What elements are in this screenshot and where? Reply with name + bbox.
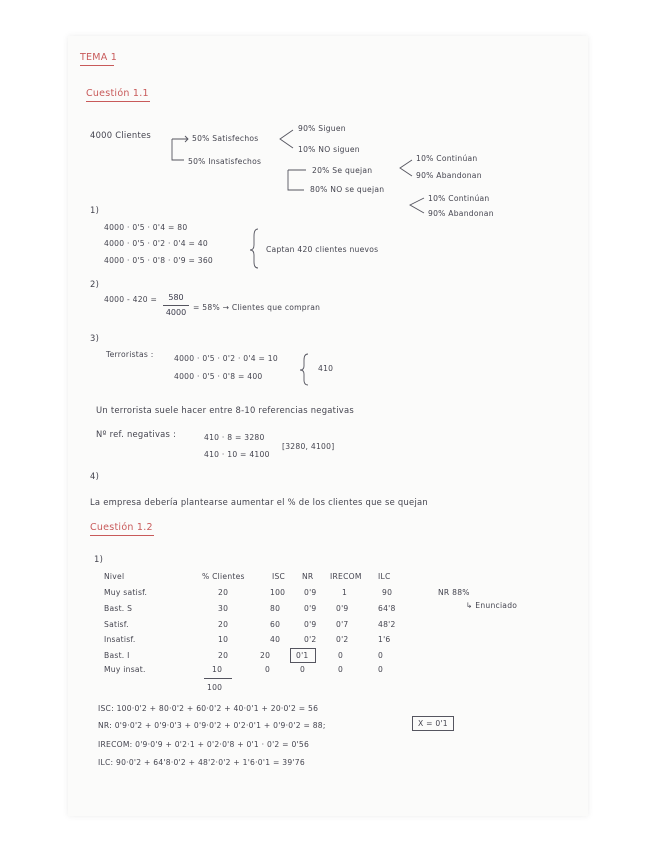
p2-fraction-bar (163, 305, 189, 306)
table-cell: 20 (218, 620, 229, 629)
side-note-2: ↳ Enunciado (466, 601, 518, 610)
table-cell: 0 (300, 665, 306, 674)
table-cell: 48'2 (378, 620, 396, 629)
table-cell: 0 (378, 665, 384, 674)
table-header-nr: NR (302, 572, 314, 581)
side-note: NR 88% (438, 588, 470, 597)
tree-se-quejan: 20% Se quejan (312, 166, 373, 175)
table-cell: 10 (212, 665, 223, 674)
table-cell: 0 (338, 665, 344, 674)
table-header-irecom: IRECOM (330, 572, 362, 581)
table-cell: 1'6 (378, 635, 391, 644)
formula-nr: NR: 0'9·0'2 + 0'9·0'3 + 0'9·0'2 + 0'2·0'1 + 0'9·0'2 = 88; (98, 721, 326, 730)
table-cell: Muy satisf. (104, 588, 148, 597)
table-cell: 20 (218, 588, 229, 597)
table-cell: 0'1 (296, 651, 309, 660)
p1-line-2: 4000 · 0'5 · 0'2 · 0'4 = 40 (104, 239, 208, 248)
table-cell: 0'9 (304, 588, 317, 597)
p3-total: 410 (318, 364, 334, 373)
q12-problem-number: 1) (94, 554, 104, 564)
total-line (204, 678, 232, 679)
table-cell: Insatisf. (104, 635, 136, 644)
tree-abandonan-2: 90% Abandonan (428, 209, 494, 218)
table-header-ilc: ILC (378, 572, 391, 581)
p2-lhs: 4000 - 420 = (104, 295, 158, 304)
problem-3-number: 3) (90, 333, 100, 343)
table-cell: 0 (265, 665, 271, 674)
problem-2-number: 2) (90, 279, 100, 289)
tree-satisfied: 50% Satisfechos (192, 134, 259, 143)
p2-rhs: = 58% → Clientes que compran (193, 303, 321, 312)
section-underline-1-2 (90, 535, 154, 536)
table-cell: 0'2 (304, 635, 317, 644)
p1-result: Captan 420 clientes nuevos (266, 245, 379, 254)
formula-nr-box: X = 0'1 (418, 719, 448, 728)
p3-range: [3280, 4100] (282, 442, 335, 451)
table-cell: Satisf. (104, 620, 129, 629)
table-cell: 0'7 (336, 620, 349, 629)
table-cell: 0'9 (304, 604, 317, 613)
table-cell: 20 (260, 651, 271, 660)
table-header-clientes: % Clientes (202, 572, 245, 581)
formula-ilc: ILC: 90·0'2 + 64'8·0'2 + 48'2·0'2 + 1'6·0'1 = 39'76 (98, 758, 305, 767)
p2-numerator: 580 (168, 293, 184, 302)
table-cell: 64'8 (378, 604, 396, 613)
table-cell: Bast. S (104, 604, 133, 613)
table-cell: 30 (218, 604, 229, 613)
formula-isc: ISC: 100·0'2 + 80·0'2 + 60·0'2 + 40·0'1 + 20·0'2 = 56 (98, 704, 319, 713)
table-cell: 0 (378, 651, 384, 660)
table-header-nivel: Nivel (104, 572, 125, 581)
p1-line-3: 4000 · 0'5 · 0'8 · 0'9 = 360 (104, 256, 213, 265)
table-cell: 0'9 (304, 620, 317, 629)
table-cell: Muy insat. (104, 665, 146, 674)
p4-text: La empresa debería plantearse aumentar el % de los clientes que se quejan (90, 497, 428, 507)
tree-no-se-quejan: 80% NO se quejan (310, 185, 385, 194)
problem-4-number: 4) (90, 471, 100, 481)
table-cell: 1 (342, 588, 348, 597)
table-cell: 10 (218, 635, 229, 644)
problem-1-number: 1) (90, 205, 100, 215)
section-heading-1-2: Cuestión 1.2 (90, 522, 153, 533)
tree-abandonan-1: 90% Abandonan (416, 171, 482, 180)
tree-siguen: 90% Siguen (298, 124, 346, 133)
table-cell: 40 (270, 635, 281, 644)
section-heading-1-1: Cuestión 1.1 (86, 88, 149, 99)
table-cell: 20 (218, 651, 229, 660)
p3-neg-label: Nº ref. negativas : (96, 429, 177, 439)
table-cell: 60 (270, 620, 281, 629)
tree-root: 4000 Clientes (90, 130, 151, 140)
p3-line-2: 4000 · 0'5 · 0'8 = 400 (174, 372, 263, 381)
table-cell: 0 (338, 651, 344, 660)
p3-neg-1: 410 · 8 = 3280 (204, 433, 265, 442)
tree-unsatisfied: 50% Insatisfechos (188, 157, 262, 166)
table-total: 100 (207, 683, 223, 692)
table-cell: 80 (270, 604, 281, 613)
p3-neg-2: 410 · 10 = 4100 (204, 450, 270, 459)
p3-note: Un terrorista suele hacer entre 8-10 referencias negativas (96, 405, 354, 415)
p3-label: Terroristas : (106, 350, 154, 359)
tree-continuan-2: 10% Continúan (428, 194, 490, 203)
table-cell: Bast. I (104, 651, 130, 660)
table-cell: 100 (270, 588, 286, 597)
p3-line-1: 4000 · 0'5 · 0'2 · 0'4 = 10 (174, 354, 278, 363)
p1-line-1: 4000 · 0'5 · 0'4 = 80 (104, 223, 188, 232)
tree-no-siguen: 10% NO siguen (298, 145, 360, 154)
table-header-isc: ISC (272, 572, 286, 581)
page-heading: TEMA 1 (80, 52, 118, 63)
p2-denominator: 4000 (165, 308, 187, 317)
formula-irecom: IRECOM: 0'9·0'9 + 0'2·1 + 0'2·0'8 + 0'1 · 0'2 = 0'56 (98, 740, 310, 749)
table-cell: 0'2 (336, 635, 349, 644)
tree-continuan-1: 10% Continúan (416, 154, 478, 163)
table-cell: 0'9 (336, 604, 349, 613)
table-cell: 90 (382, 588, 393, 597)
